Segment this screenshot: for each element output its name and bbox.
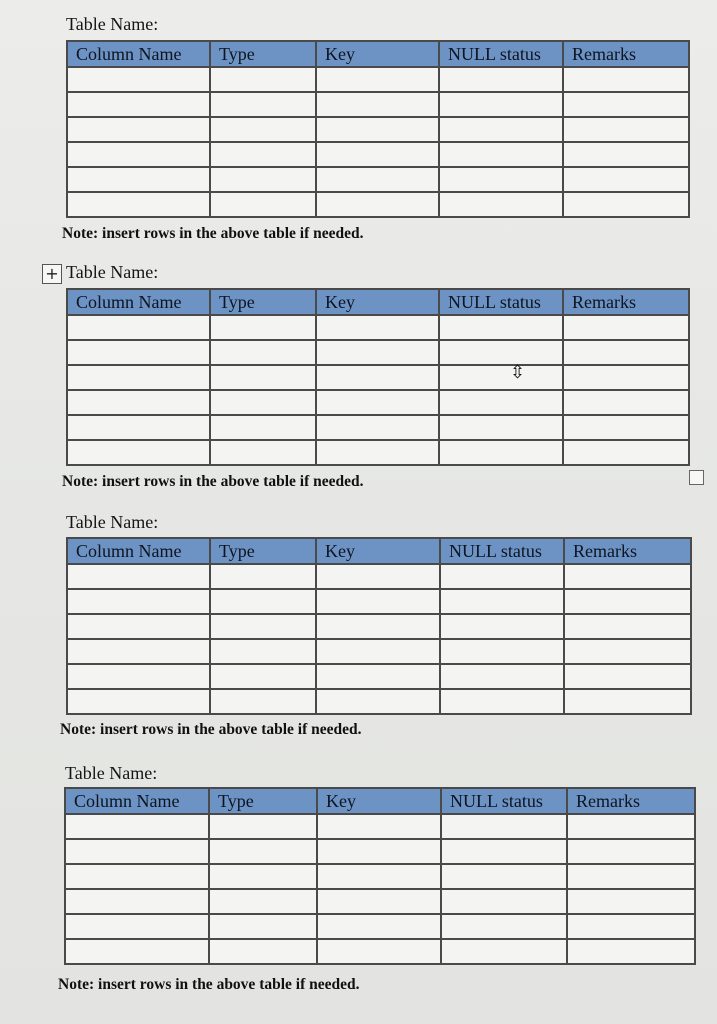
- table-cell[interactable]: [210, 315, 316, 340]
- table-cell[interactable]: [567, 939, 695, 964]
- table-row: [65, 864, 695, 889]
- table-cell[interactable]: [316, 142, 439, 167]
- table-cell[interactable]: [209, 814, 317, 839]
- table-cell[interactable]: [209, 914, 317, 939]
- table-cell[interactable]: [563, 192, 689, 217]
- table-cell[interactable]: [567, 864, 695, 889]
- table-cell[interactable]: [567, 889, 695, 914]
- table-row: [67, 390, 689, 415]
- table-1-title: Table Name:: [66, 14, 159, 34]
- table-cell[interactable]: [67, 142, 210, 167]
- table-cell[interactable]: [67, 340, 210, 365]
- table-cell[interactable]: [67, 92, 210, 117]
- table-cell[interactable]: [563, 67, 689, 92]
- table-cell[interactable]: [316, 390, 439, 415]
- table-row: [67, 142, 689, 167]
- table-cell[interactable]: [65, 839, 209, 864]
- table-cell[interactable]: [439, 92, 563, 117]
- header-null-status[interactable]: NULL status: [441, 788, 567, 814]
- table-cell[interactable]: [316, 415, 439, 440]
- table-cell[interactable]: [439, 315, 563, 340]
- table-cell[interactable]: [439, 340, 563, 365]
- table-cell[interactable]: [67, 390, 210, 415]
- table-row: [67, 440, 689, 465]
- table-cell[interactable]: [67, 589, 210, 614]
- table-cell[interactable]: [209, 864, 317, 889]
- table-cell[interactable]: [67, 639, 210, 664]
- header-remarks[interactable]: Remarks: [563, 289, 689, 315]
- table-row: [67, 689, 691, 714]
- table-cell[interactable]: [316, 589, 440, 614]
- header-remarks[interactable]: Remarks: [567, 788, 695, 814]
- table-row: [67, 564, 691, 589]
- table-cell[interactable]: [65, 814, 209, 839]
- table-cell[interactable]: [209, 839, 317, 864]
- table-cell[interactable]: [316, 564, 440, 589]
- table-move-handle-icon[interactable]: +: [42, 264, 62, 284]
- schema-table-3[interactable]: [66, 537, 692, 715]
- header-column-name[interactable]: Column Name: [65, 788, 209, 814]
- table-row: [65, 914, 695, 939]
- header-column-name[interactable]: Column Name: [67, 41, 210, 67]
- header-row: [67, 41, 689, 67]
- table-cell[interactable]: [563, 142, 689, 167]
- header-type[interactable]: Type: [210, 289, 316, 315]
- table-cell[interactable]: [210, 689, 316, 714]
- table-cell[interactable]: [563, 92, 689, 117]
- table-cell[interactable]: [67, 689, 210, 714]
- header-key[interactable]: Key: [316, 538, 440, 564]
- header-remarks[interactable]: Remarks: [563, 41, 689, 67]
- table-cell[interactable]: [316, 67, 439, 92]
- table-row: [67, 67, 689, 92]
- table-cell[interactable]: [316, 167, 439, 192]
- table-3-title: Table Name:: [66, 512, 159, 532]
- table-cell[interactable]: [67, 192, 210, 217]
- table-cell[interactable]: [440, 589, 564, 614]
- table-cell[interactable]: [210, 192, 316, 217]
- table-row: [67, 614, 691, 639]
- table-cell[interactable]: [563, 365, 689, 390]
- table-cell[interactable]: [67, 117, 210, 142]
- table-cell[interactable]: [317, 864, 441, 889]
- header-column-name[interactable]: Column Name: [67, 538, 210, 564]
- table-row: [67, 167, 689, 192]
- table-cell[interactable]: [440, 664, 564, 689]
- table-cell[interactable]: [67, 415, 210, 440]
- table-cell[interactable]: [210, 639, 316, 664]
- table-cell[interactable]: [67, 564, 210, 589]
- table-cell[interactable]: [209, 939, 317, 964]
- table-cell[interactable]: [441, 864, 567, 889]
- table-cell[interactable]: [317, 839, 441, 864]
- table-cell[interactable]: [564, 589, 691, 614]
- table-cell[interactable]: [65, 889, 209, 914]
- header-null-status[interactable]: NULL status: [440, 538, 564, 564]
- table-row: [65, 839, 695, 864]
- header-column-name[interactable]: Column Name: [67, 289, 210, 315]
- table-cell[interactable]: [440, 564, 564, 589]
- table-row: [67, 664, 691, 689]
- row-resize-cursor-icon: ⇳: [510, 362, 526, 383]
- schema-table-2[interactable]: [66, 288, 690, 466]
- table-cell[interactable]: [439, 365, 563, 390]
- table-cell[interactable]: [563, 167, 689, 192]
- schema-table-4[interactable]: [64, 787, 696, 965]
- table-row: [67, 315, 689, 340]
- table-cell[interactable]: [567, 839, 695, 864]
- table-cell[interactable]: [563, 315, 689, 340]
- table-cell[interactable]: [317, 914, 441, 939]
- table-cell[interactable]: [210, 365, 316, 390]
- table-cell[interactable]: [210, 415, 316, 440]
- header-key[interactable]: Key: [316, 41, 439, 67]
- table-cell[interactable]: [567, 914, 695, 939]
- table-row: [65, 939, 695, 964]
- header-type[interactable]: Type: [209, 788, 317, 814]
- table-cell[interactable]: [563, 440, 689, 465]
- table-cell[interactable]: [564, 689, 691, 714]
- table-row: [67, 340, 689, 365]
- table-2-note: Note: insert rows in the above table if needed.: [62, 473, 364, 490]
- table-cell[interactable]: [440, 614, 564, 639]
- table-row: [65, 889, 695, 914]
- table-cell[interactable]: [439, 440, 563, 465]
- table-cell[interactable]: [316, 689, 440, 714]
- table-cell[interactable]: [210, 564, 316, 589]
- header-row: [67, 538, 691, 564]
- table-cell[interactable]: [210, 614, 316, 639]
- table-cell[interactable]: [441, 914, 567, 939]
- table-cell[interactable]: [67, 664, 210, 689]
- table-row: [67, 589, 691, 614]
- header-type[interactable]: Type: [210, 41, 316, 67]
- table-cell[interactable]: [210, 117, 316, 142]
- table-cell[interactable]: [65, 939, 209, 964]
- table-cell[interactable]: [441, 814, 567, 839]
- table-cell[interactable]: [563, 390, 689, 415]
- table-cell[interactable]: [440, 639, 564, 664]
- table-cell[interactable]: [67, 440, 210, 465]
- table-cell[interactable]: [210, 664, 316, 689]
- table-3-note: Note: insert rows in the above table if needed.: [60, 721, 362, 738]
- table-1-note: Note: insert rows in the above table if needed.: [62, 225, 364, 242]
- table-cell[interactable]: [439, 67, 563, 92]
- table-row: [67, 192, 689, 217]
- table-row: [67, 92, 689, 117]
- table-cell[interactable]: [210, 142, 316, 167]
- header-row: [65, 788, 695, 814]
- table-cell[interactable]: [563, 117, 689, 142]
- header-type[interactable]: Type: [210, 538, 316, 564]
- table-4-note: Note: insert rows in the above table if needed.: [58, 976, 360, 993]
- table-cell[interactable]: [67, 365, 210, 390]
- table-cell[interactable]: [316, 340, 439, 365]
- table-cell[interactable]: [317, 814, 441, 839]
- table-cell[interactable]: [210, 390, 316, 415]
- table-cell[interactable]: [316, 92, 439, 117]
- table-2-title: Table Name:: [66, 262, 159, 282]
- table-cell[interactable]: [564, 639, 691, 664]
- table-row: [65, 814, 695, 839]
- table-cell[interactable]: [316, 664, 440, 689]
- table-row: [67, 365, 689, 390]
- table-cell[interactable]: [439, 390, 563, 415]
- table-cell[interactable]: [210, 340, 316, 365]
- table-cell[interactable]: [439, 117, 563, 142]
- table-cell[interactable]: [564, 614, 691, 639]
- table-cell[interactable]: [563, 340, 689, 365]
- table-cell[interactable]: [316, 192, 439, 217]
- table-cell[interactable]: [439, 192, 563, 217]
- table-cell[interactable]: [210, 167, 316, 192]
- table-cell[interactable]: [316, 639, 440, 664]
- table-cell[interactable]: [440, 689, 564, 714]
- schema-table-1[interactable]: [66, 40, 690, 218]
- table-cell[interactable]: [439, 167, 563, 192]
- table-row: [67, 639, 691, 664]
- table-cell[interactable]: [564, 664, 691, 689]
- table-cell[interactable]: [316, 315, 439, 340]
- table-cell[interactable]: [210, 92, 316, 117]
- table-cell[interactable]: [65, 864, 209, 889]
- table-cell[interactable]: [317, 939, 441, 964]
- table-row: [67, 415, 689, 440]
- table-cell[interactable]: [441, 939, 567, 964]
- table-cell[interactable]: [316, 117, 439, 142]
- table-cell[interactable]: [439, 142, 563, 167]
- table-cell[interactable]: [316, 440, 439, 465]
- table-cell[interactable]: [563, 415, 689, 440]
- header-key[interactable]: Key: [316, 289, 439, 315]
- table-cell[interactable]: [441, 889, 567, 914]
- table-resize-handle-icon[interactable]: [689, 470, 704, 485]
- table-cell[interactable]: [210, 440, 316, 465]
- header-null-status[interactable]: NULL status: [439, 289, 563, 315]
- table-cell[interactable]: [441, 839, 567, 864]
- table-4-title: Table Name:: [65, 763, 158, 783]
- table-cell[interactable]: [316, 365, 439, 390]
- table-cell[interactable]: [65, 914, 209, 939]
- table-cell[interactable]: [210, 589, 316, 614]
- table-cell[interactable]: [567, 814, 695, 839]
- table-cell[interactable]: [67, 67, 210, 92]
- table-cell[interactable]: [316, 614, 440, 639]
- table-cell[interactable]: [67, 315, 210, 340]
- header-row: [67, 289, 689, 315]
- table-cell[interactable]: [564, 564, 691, 589]
- table-cell[interactable]: [317, 889, 441, 914]
- table-cell[interactable]: [67, 167, 210, 192]
- table-cell[interactable]: [209, 889, 317, 914]
- table-cell[interactable]: [67, 614, 210, 639]
- header-null-status[interactable]: NULL status: [439, 41, 563, 67]
- header-remarks[interactable]: Remarks: [564, 538, 691, 564]
- table-cell[interactable]: [439, 415, 563, 440]
- table-cell[interactable]: [210, 67, 316, 92]
- header-key[interactable]: Key: [317, 788, 441, 814]
- table-row: [67, 117, 689, 142]
